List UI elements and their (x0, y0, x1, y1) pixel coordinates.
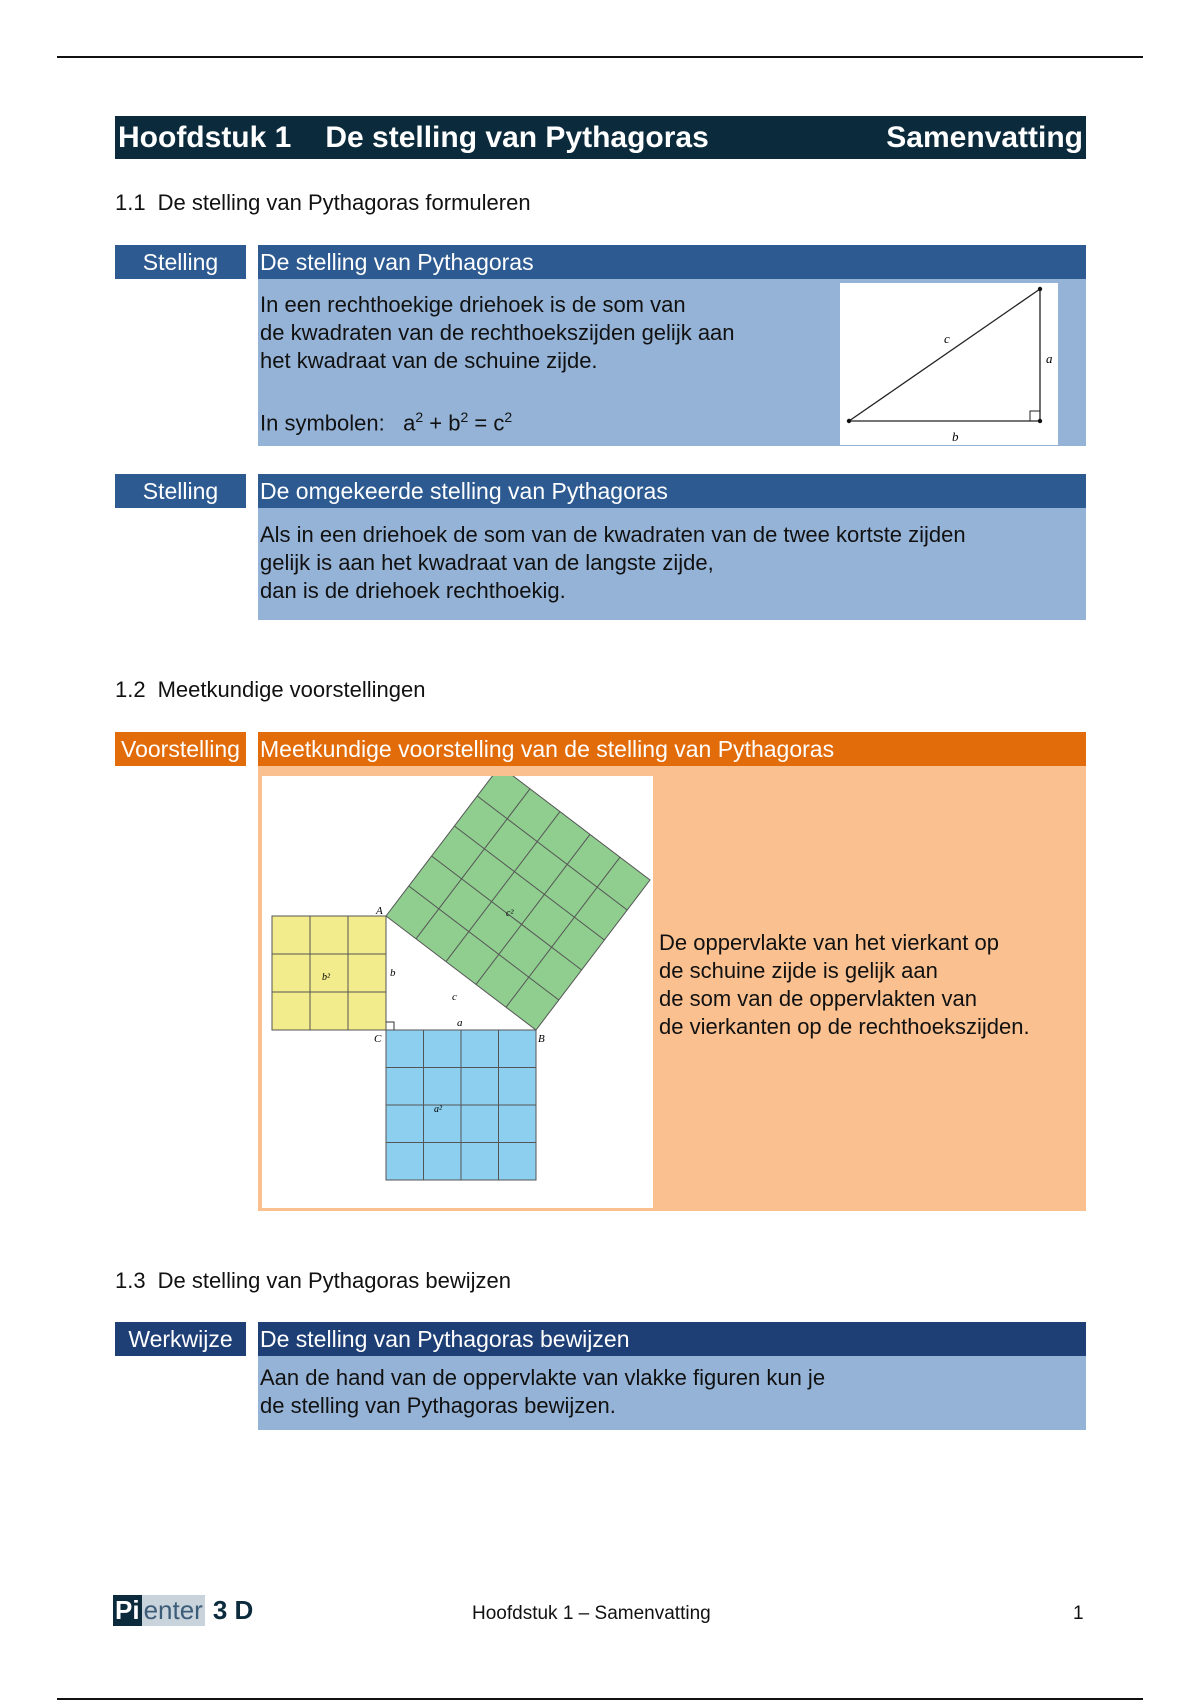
geometric-tag: Voorstelling (115, 732, 246, 766)
text-line: In een rechthoekige driehoek is de som van (260, 292, 686, 317)
label-B: B (538, 1033, 545, 1045)
proof-text (260, 1364, 825, 1420)
text-line: Als in een driehoek de som van de kwadraten van de twee kortste zijden (260, 522, 966, 547)
proof-tag: Werkwijze (115, 1322, 246, 1356)
formula-a: a (403, 410, 416, 436)
formula-exp: 2 (415, 409, 424, 425)
right-triangle-figure (840, 283, 1058, 445)
right-angle-mark (386, 1022, 394, 1030)
converse-tag: Stelling (115, 474, 246, 508)
converse-title: De omgekeerde stelling van Pythagoras (258, 474, 1086, 508)
text-line: de schuine zijde is gelijk aan (659, 958, 938, 983)
label-C: C (374, 1033, 382, 1045)
text-line: Aan de hand van de oppervlakte van vlakke figuren kun je (260, 1365, 826, 1390)
theorem-text (260, 291, 735, 375)
logo-grade: 3 D (212, 1594, 254, 1625)
label-a2: a² (434, 1104, 442, 1115)
text-line: gelijk is aan het kwadraat van de langste zijde, (260, 550, 714, 575)
text-line: de vierkanten op de rechthoekszijden. (659, 1014, 1030, 1039)
symbols-label: In symbolen: (260, 410, 385, 436)
formula-plus: + (429, 410, 443, 436)
formula-b: b (448, 410, 461, 436)
converse-body (258, 508, 1086, 620)
proof-title: De stelling van Pythagoras bewijzen (258, 1322, 1086, 1356)
text-line: de som van de oppervlakten van (659, 986, 977, 1011)
section-title: De stelling van Pythagoras bewijzen (157, 1268, 512, 1293)
theorem-formula (260, 403, 512, 437)
section-heading-1-2 (115, 677, 425, 703)
theorem-title: De stelling van Pythagoras (258, 245, 1086, 279)
chapter-title: De stelling van Pythagoras (325, 120, 709, 154)
square-c2 (386, 776, 650, 1030)
text-line: dan is de driehoek rechthoekig. (260, 578, 566, 603)
pythagoras-squares-figure (262, 776, 653, 1208)
label-c2: c² (506, 908, 514, 919)
geometric-title: Meetkundige voorstelling van de stelling van Pythagoras (258, 732, 1086, 766)
vertex-dot (1038, 419, 1042, 423)
label-b: b (952, 429, 959, 444)
label-A: A (376, 905, 383, 917)
section-title: De stelling van Pythagoras formuleren (157, 190, 531, 215)
doc-type: Samenvatting (886, 120, 1083, 154)
label-b: b (390, 967, 396, 979)
formula-c: c (493, 410, 505, 436)
section-number: 1.2 (115, 677, 146, 702)
text-line: het kwadraat van de schuine zijde. (260, 348, 598, 373)
geometric-body (258, 766, 1086, 1211)
vertex-dot (847, 419, 851, 423)
square-a2 (386, 1030, 536, 1180)
pienter-logo (113, 1594, 253, 1626)
text-line: de kwadraten van de rechthoekszijden gelijk aan (260, 320, 735, 345)
text-line: de stelling van Pythagoras bewijzen. (260, 1393, 616, 1418)
page-number: 1 (1073, 1603, 1084, 1624)
theorem-tag: Stelling (115, 245, 246, 279)
section-number: 1.3 (115, 1268, 146, 1293)
geometric-text (659, 929, 1030, 1041)
top-rule (57, 56, 1143, 58)
converse-text (260, 521, 966, 605)
formula-exp: 2 (460, 409, 469, 425)
logo-enter: enter (143, 1594, 203, 1625)
theorem-body (258, 279, 1086, 446)
label-a: a (1046, 351, 1053, 366)
logo-pi: Pi (115, 1594, 140, 1625)
section-heading-1-1 (115, 190, 531, 216)
chapter-number: Hoofdstuk 1 (118, 120, 292, 154)
label-b2: b² (322, 972, 330, 983)
formula-exp: 2 (504, 409, 513, 425)
label-c: c (944, 331, 950, 346)
label-a: a (457, 1017, 463, 1029)
formula-equals: = (474, 410, 488, 436)
proof-body (258, 1356, 1086, 1430)
hypotenuse-line (849, 289, 1040, 421)
section-number: 1.1 (115, 190, 146, 215)
vertex-dot (1038, 287, 1042, 291)
section-heading-1-3 (115, 1268, 511, 1294)
text-line: De oppervlakte van het vierkant op (659, 930, 999, 955)
chapter-header (115, 116, 1086, 159)
footer-center: Hoofdstuk 1 – Samenvatting (472, 1603, 711, 1624)
label-c: c (452, 991, 457, 1003)
section-title: Meetkundige voorstellingen (157, 677, 426, 702)
